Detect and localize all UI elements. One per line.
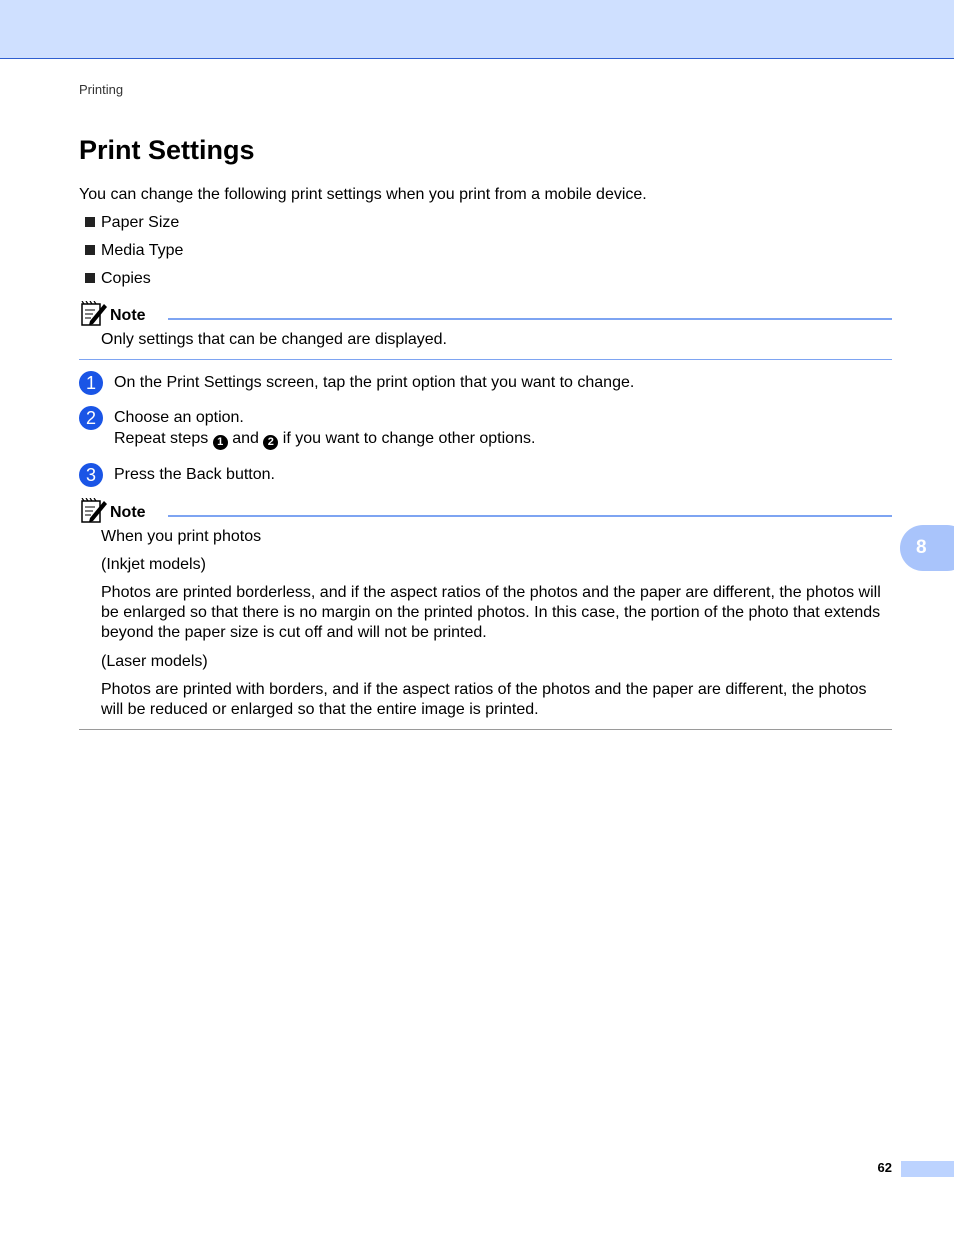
page-number: 62	[877, 1160, 892, 1175]
note-divider	[168, 515, 892, 517]
note-label: Note	[110, 504, 146, 521]
settings-list	[85, 213, 183, 297]
intro-text: You can change the following print settings when you print from a mobile device.	[79, 186, 647, 203]
note-text: Only settings that can be changed are displayed.	[101, 331, 447, 348]
note-pencil-icon	[79, 498, 109, 524]
note-paragraph: When you print photos	[101, 528, 262, 545]
list-item-label: Copies	[101, 270, 151, 287]
footer-bar	[901, 1161, 954, 1177]
breadcrumb: Printing	[79, 82, 124, 97]
note-header	[79, 301, 892, 327]
step-text: On the Print Settings screen, tap the print option that you want to change.	[114, 374, 635, 391]
note-paragraph: (Inkjet models)	[101, 556, 206, 573]
note-paragraph: Photos are printed with borders, and if the aspect ratios of the photos and the paper are different, the photos will be reduced or enlarged so that the entire image is printed.	[101, 681, 867, 718]
step-subtext-and: and	[232, 430, 259, 447]
note-bottom-divider	[79, 729, 892, 730]
square-bullet-icon	[85, 245, 95, 255]
step-subtext	[114, 429, 535, 450]
list-item	[85, 241, 183, 269]
note-paragraph: Photos are printed borderless, and if the aspect ratios of the photos and the paper are different, the photos will be enlarged so that there is no margin on the printed photos. In this case, the portion of the photo that extends beyond the paper size is cut off and will not be printed.	[101, 584, 881, 641]
note-header	[79, 498, 892, 524]
list-item	[85, 269, 183, 297]
note-label: Note	[110, 307, 146, 324]
note-divider	[168, 318, 892, 320]
step-number-badge: 1	[79, 371, 103, 395]
note-bottom-divider	[79, 359, 892, 360]
note-pencil-icon	[79, 301, 109, 327]
step-subtext-before: Repeat steps	[114, 430, 209, 447]
list-item-label: Media Type	[101, 242, 184, 259]
list-item	[85, 213, 183, 241]
top-banner	[0, 0, 954, 59]
step-text: Press the Back button.	[114, 466, 275, 483]
step-number-badge: 3	[79, 463, 103, 487]
page-title: Print Settings	[79, 135, 255, 165]
step-ref-badge: 2	[263, 435, 278, 450]
step-subtext-after: if you want to change other options.	[282, 430, 536, 447]
list-item-label: Paper Size	[101, 214, 180, 231]
step-text: Choose an option.	[114, 409, 244, 426]
note-paragraph: (Laser models)	[101, 653, 208, 670]
chapter-tab: 8	[900, 525, 954, 571]
square-bullet-icon	[85, 217, 95, 227]
square-bullet-icon	[85, 273, 95, 283]
step-number-badge: 2	[79, 406, 103, 430]
step-ref-badge: 1	[213, 435, 228, 450]
